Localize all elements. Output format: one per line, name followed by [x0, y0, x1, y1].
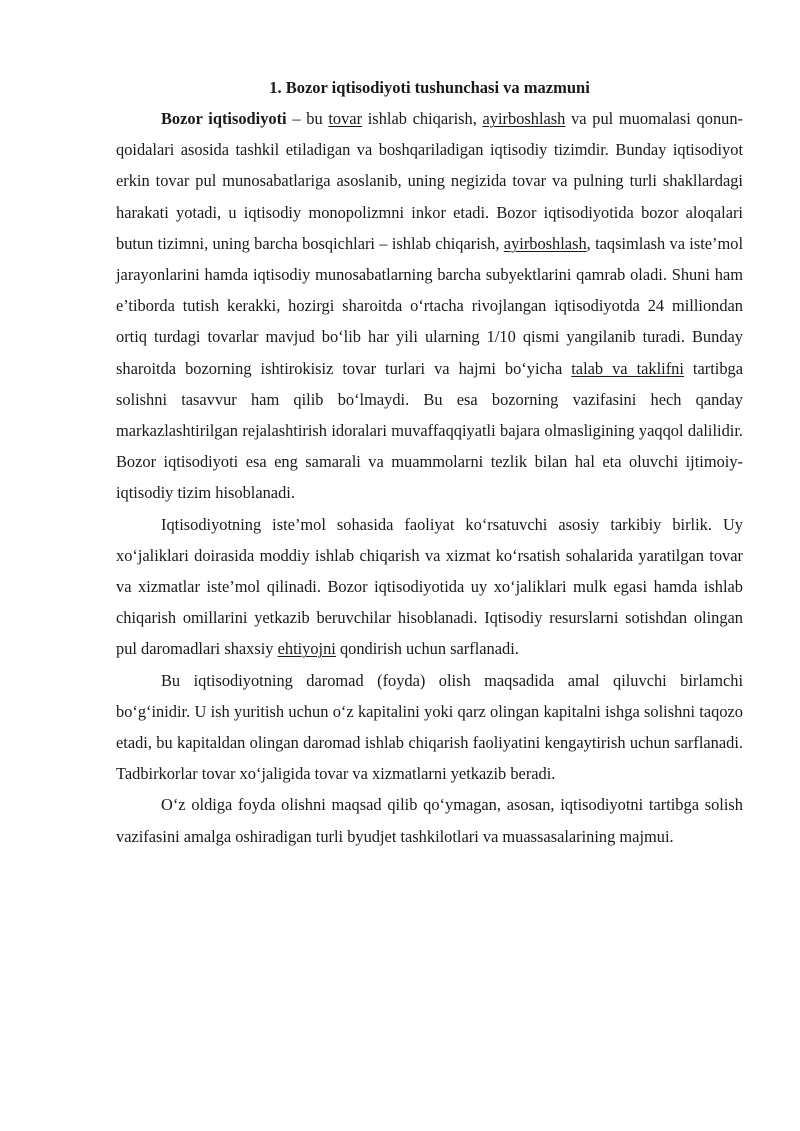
text-fragment: qondirish uchun sarflanadi. — [335, 639, 519, 659]
link-talab-va-taklif[interactable]: talab va taklifni — [571, 358, 684, 378]
link-ayirboshlash-2[interactable]: ayirboshlash — [503, 233, 587, 253]
paragraph-households — [116, 509, 743, 665]
link-ehtiyoj[interactable]: ehtiyojni — [277, 639, 336, 659]
text-fragment: tartibga solishni tasavvur ham qilib bo‘lmaydi. Bu esa bozorning vazifasini hech qanday markazlashtirilgan rejalashtirish idoralari muvaffaqqiyatli bajara olmasligining yaqqol dalilidir. Bozor iqtisodiyoti esa eng samarali va muammolarni tezlik bilan hal eta oluvchi ijtimoiy-iqtisodiy tizim hisoblanadi. — [116, 358, 743, 503]
text-fragment: Iqtisodiyotning iste’mol sohasida faoliyat ko‘rsatuvchi asosiy tarkibiy birlik. Uy xo‘jaliklari doirasida moddiy ishlab chiqarish va xizmat ko‘rsatish sohalarida yaratilgan tovar va xizmatlar iste’mol qilinadi. Bozor iqtisodiyotida uy xo‘jaliklari mulk egasi hamda ishlab chiqarish omillarini yetkazib beruvchilar hisoblanadi. Iqtisodiy resurslarni sotishdan olingan pul daromadlari shaxsiy — [116, 514, 743, 659]
text-fragment: ishlab chiqarish, — [362, 109, 483, 128]
paragraph-enterprises: Bu iqtisodiyotning daromad (foyda) olish maqsadida amal qiluvchi birlamchi bo‘g‘inidir. U ish yuritish uchun o‘z kapitalini yoki qarz olingan kapitalni ishga solishni taqozo etadi, bu kapitaldan olingan daromad ishlab chiqarish faoliyatini kengaytirish uchun sarflanadi. Tadbirkorlar tovar xo‘jaligida tovar va xizmatlarni yetkazib beradi. — [116, 670, 743, 784]
document-title: 1. Bozor iqtisodiyoti tushunchasi va mazmuni — [269, 78, 590, 97]
text-fragment: va pul muomalasi qonun-qoidalari asosida tashkil etiladigan va boshqariladigan iqtisodiy tizimdir. Bunday iqtisodiyot erkin tovar pul munosabatlariga asoslanib, uning negizida tovar va pulning turli shakllardagi harakati yotadi, u iqtisodiy monopolizmni inkor etadi. Bozor iqtisodiyotida bozor aloqalari butun tizimni, uning barcha bosqichlari – ishlab chiqarish, — [116, 109, 743, 253]
text-fragment: – bu — [286, 109, 329, 128]
paragraph-market-economy — [116, 103, 743, 509]
document-page — [116, 72, 743, 852]
paragraph-budget-organizations: O‘z oldiga foyda olishni maqsad qilib qo‘ymagan, asosan, iqtisodiyotni tartibga solish vazifasini amalga oshiradigan turli byudjet tashkilotlari va muassasalarining majmui. — [116, 795, 743, 846]
text-fragment: , taqsimlash va iste’mol jarayonlarini hamda iqtisodiy munosabatlarning barcha subyektlarini qamrab oladi. Shuni ham e’tiborda tutish kerakki, hozirgi sharoitda o‘rtacha rivojlangan iqtisodiyotda 24 milliondan ortiq turdagi tovarlar mavjud bo‘lib har yili ularning 1/10 qismi yangilanib turadi. Bunday sharoitda bozorning ishtirokisiz tovar turlari va hajmi bo‘yicha — [116, 233, 744, 378]
link-tovar[interactable]: tovar — [328, 109, 363, 128]
link-ayirboshlash[interactable]: ayirboshlash — [482, 109, 566, 128]
term-bozor-iqtisodiyoti: Bozor iqtisodiyoti — [161, 109, 287, 128]
